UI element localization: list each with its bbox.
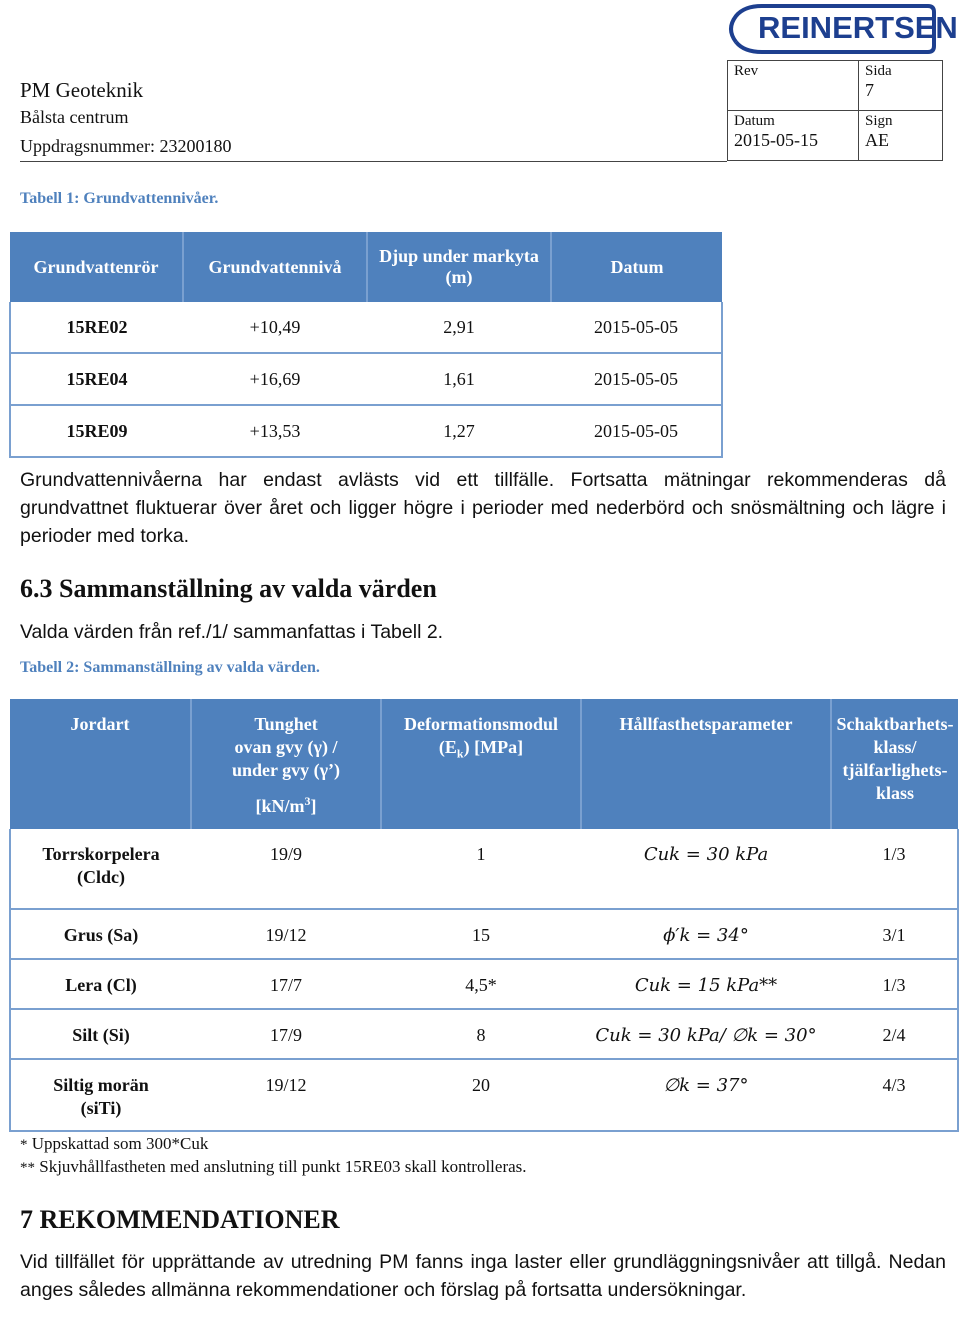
table-cell: 1,61 <box>367 353 551 405</box>
table-cell: 8 <box>381 1009 581 1059</box>
table-cell: 19/12 <box>191 909 381 959</box>
soil-cell: Grus (Sa) <box>10 909 191 959</box>
table-header-row <box>10 232 722 302</box>
table-cell: 4/3 <box>831 1059 958 1131</box>
groundwater-table <box>9 232 723 458</box>
sign-cell <box>859 111 943 161</box>
rev-cell <box>728 61 859 111</box>
table-cell: 2015-05-05 <box>551 405 722 457</box>
table-cell: 2015-05-05 <box>551 353 722 405</box>
section-7-heading: 7 REKOMMENDATIONER <box>20 1205 340 1234</box>
column-header: Tunghet ovan gvy (γ) / under gvy (γ’) $[kN/m^3]$ <box>191 699 381 829</box>
soil-cell: Lera (Cl) <box>10 959 191 1009</box>
column-header: Grundvattennivå <box>183 232 367 302</box>
table1-caption: Tabell 1: Grundvattennivåer. <box>20 190 219 207</box>
section-6-3-heading: 6.3 Sammanställning av valda värden <box>20 574 437 603</box>
column-header: Jordart <box>10 699 191 829</box>
table-cell: 1/3 <box>831 829 958 909</box>
footnote-2: ** Skjuvhållfastheten med anslutning till punkt 15RE03 skall kontrolleras. <box>20 1157 527 1176</box>
table-cell: 3/1 <box>831 909 958 959</box>
table-cell: 19/9 <box>191 829 381 909</box>
soil-cell: Siltig morän (siTi) <box>10 1059 191 1131</box>
soil-cell: Silt (Si) <box>10 1009 191 1059</box>
table-cell: 2015-05-05 <box>551 302 722 353</box>
strength-cell: Cuk = 30 kPa/ ∅k = 30° <box>581 1009 831 1059</box>
document-header <box>20 78 231 157</box>
soil-cell: Torrskorpelera (Cldc) <box>10 829 191 909</box>
date-label: Datum <box>734 113 775 129</box>
table-cell: +13,53 <box>183 405 367 457</box>
table-cell: +16,69 <box>183 353 367 405</box>
table-row <box>10 959 958 1009</box>
section-6-3-intro: Valda värden från ref./1/ sammanfattas i Tabell 2. <box>20 621 444 643</box>
selected-values-table <box>9 699 959 1132</box>
logo-text: REINERTSEN <box>758 10 958 45</box>
table-cell: 1,27 <box>367 405 551 457</box>
date-cell <box>728 111 859 161</box>
table-cell: 1/3 <box>831 959 958 1009</box>
column-header: Hållfasthetsparameter <box>581 699 831 829</box>
column-header: Schaktbarhets- klass/ tjälfarlighets- klass <box>831 699 958 829</box>
page-label: Sida <box>865 63 892 79</box>
table-cell: 17/7 <box>191 959 381 1009</box>
table-row <box>10 405 722 457</box>
table-row <box>10 302 722 353</box>
table-cell: 2,91 <box>367 302 551 353</box>
column-header: Datum <box>551 232 722 302</box>
assignment-number: Uppdragsnummer: 23200180 <box>20 136 232 156</box>
table-cell: 17/9 <box>191 1009 381 1059</box>
sign-value: AE <box>865 130 889 150</box>
table-row <box>10 1059 958 1131</box>
table-header-row <box>10 699 958 829</box>
table-cell: 1 <box>381 829 581 909</box>
sign-label: Sign <box>865 113 893 129</box>
table-cell: +10,49 <box>183 302 367 353</box>
strength-cell: ϕ′k = 34° <box>581 909 831 959</box>
table-row <box>10 353 722 405</box>
table-row <box>10 829 958 909</box>
section-7-paragraph: Vid tillfället för upprättande av utredning PM fanns inga laster eller grundläggningsnivåer att tillgå. Nedan anges således allmänna rekommendationer och förslag på fortsatta undersökningar. <box>20 1251 946 1301</box>
strength-cell: ∅k = 37° <box>581 1059 831 1131</box>
table-row <box>10 909 958 959</box>
table-cell: 15RE09 <box>10 405 183 457</box>
rev-label: Rev <box>734 63 759 79</box>
table-cell: 15RE04 <box>10 353 183 405</box>
strength-cell: Cuk = 30 kPa <box>581 829 831 909</box>
groundwater-paragraph: Grundvattennivåerna har endast avlästs vid ett tillfälle. Fortsatta mätningar rekommenderas då grundvattnet fluktuerar över året och ligger högre i perioder med nederbörd och snösmältning och lägre i perioder med torka. <box>20 469 946 547</box>
document-subtitle: Bålsta centrum <box>20 107 129 127</box>
table-cell: 15RE02 <box>10 302 183 353</box>
table-cell: 15 <box>381 909 581 959</box>
table-row <box>10 1009 958 1059</box>
column-header: Grundvattenrör <box>10 232 183 302</box>
header-info-box <box>727 60 943 161</box>
column-header: Deformationsmodul $(E_k)$ [MPa] <box>381 699 581 829</box>
page-cell <box>859 61 943 111</box>
strength-cell: Cuk = 15 kPa** <box>581 959 831 1009</box>
table-cell: 4,5* <box>381 959 581 1009</box>
page-value: 7 <box>865 80 874 100</box>
table-cell: 20 <box>381 1059 581 1131</box>
header-divider <box>20 161 727 162</box>
column-header: Djup under markyta (m) <box>367 232 551 302</box>
date-value: 2015-05-15 <box>734 130 818 150</box>
footnote-1: * Uppskattad som 300*Cuk <box>20 1134 209 1153</box>
table-cell: 2/4 <box>831 1009 958 1059</box>
document-title: PM Geoteknik <box>20 78 144 102</box>
table-cell: 19/12 <box>191 1059 381 1131</box>
table2-caption: Tabell 2: Sammanställning av valda värden. <box>20 659 320 676</box>
